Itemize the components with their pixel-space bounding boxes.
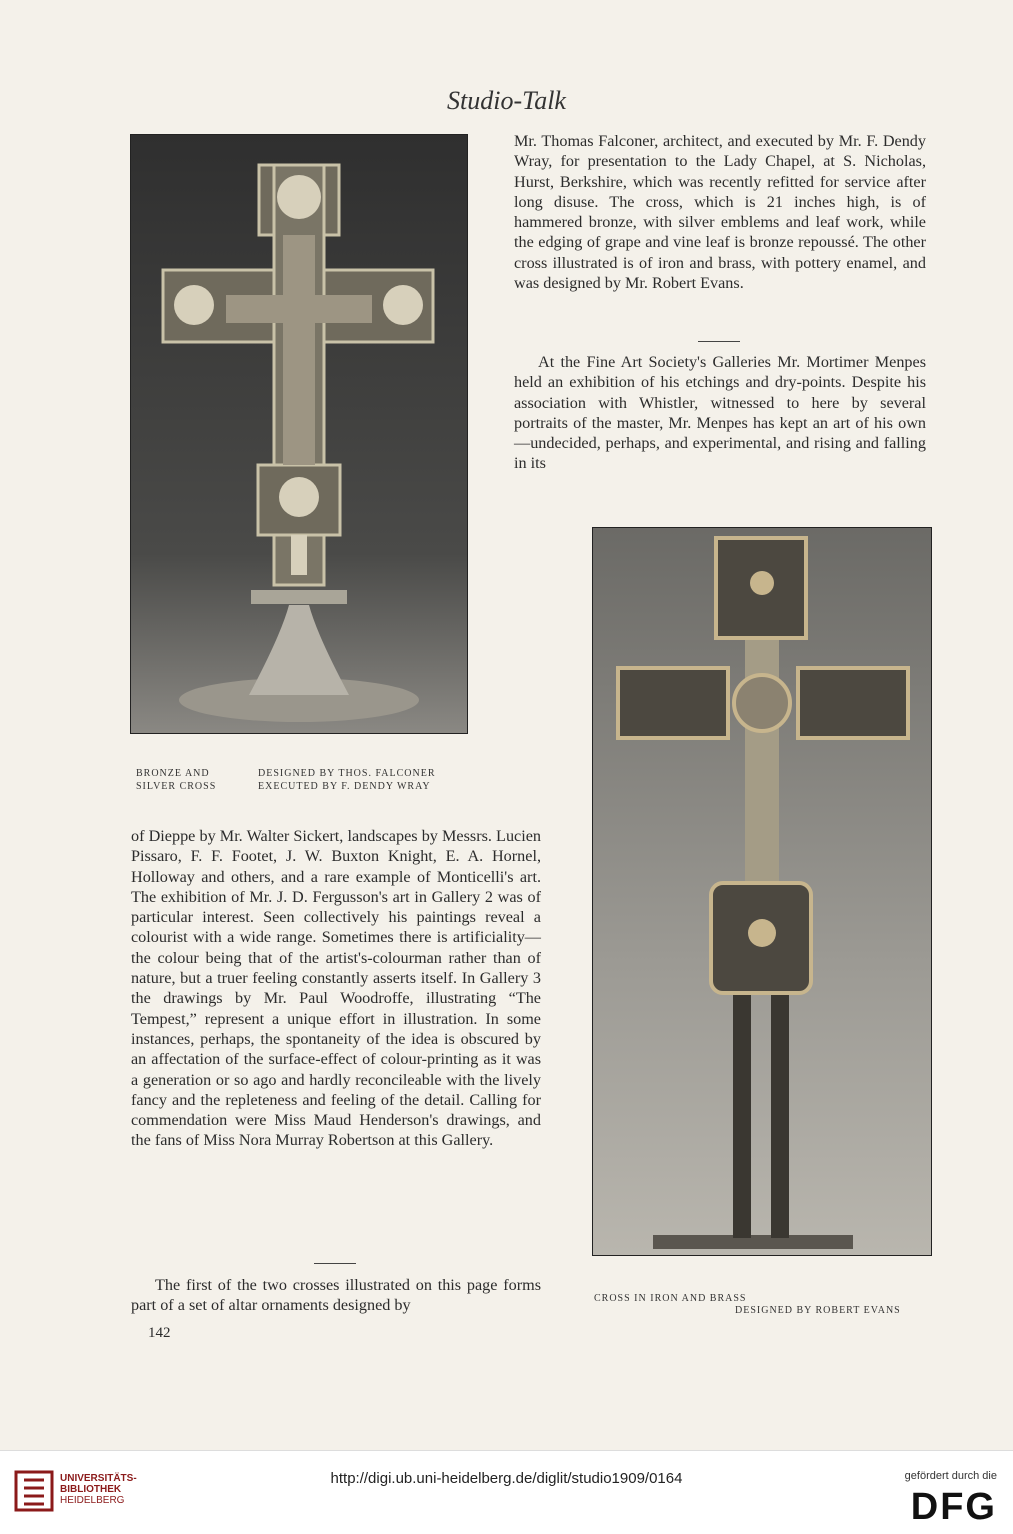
iron-cross-illustration (593, 528, 931, 1255)
iron-cross-photo (592, 527, 932, 1256)
iron-cross-caption-line1: CROSS IN IRON AND BRASS (594, 1293, 747, 1304)
right-paragraph-1: Mr. Thomas Falconer, architect, and executed by Mr. F. Dendy Wray, for presentation to the Lady Chapel, at S. Nicholas, Hurst, Berkshire, which was recently refitted for service after long disuse. The cross, which is 21 inches high, is of hammered bronze, with silver emblems and leaf work, while the edging of grape and vine leaf is bronze repoussé. The other cross illustrated is of iron and brass, with pottery enamel, and was designed by Mr. Robert Evans. (514, 132, 926, 293)
caption-line: BRONZE AND (136, 768, 210, 779)
left-paragraph-1: of Dieppe by Mr. Walter Sickert, landscapes by Messrs. Lucien Pissaro, F. F. Footet, J. W. Buxton Knight, E. A. Hornel, Holloway and others, and a rare example of Monticelli's art. The exhibition of Mr. J. D. Fergusson's art in Gallery 2 was of particular interest. Seen collectively his paintings reveal a colourist with a wide range. Sometimes there is artificiality—the colour being that of the artist's-colourman rather than of nature, but a truer feeling constantly asserts itself. In Gallery 3 the drawings by Mr. Paul Woodroffe, illustrating “The Tempest,” represent a unique effort in illustration. In some instances, perhaps, the spontaneity of the idea is obscured by an affectation of the surface-effect of colour-printing as it was a generation or so ago and hardly reconcileable with the lively fancy and the repleteness and feeling of the detail. Calling for commendation were Miss Maud Henderson's drawings, and the fans of Miss Nora Murray Robertson at this Gallery. (131, 827, 541, 1150)
library-name-line: HEIDELBERG (60, 1495, 125, 1506)
section-rule (698, 341, 740, 342)
caption-line: SILVER CROSS (136, 781, 217, 792)
left-column (131, 826, 541, 1151)
running-title: Studio-Talk (447, 86, 566, 115)
bronze-cross-photo (130, 134, 468, 734)
sponsor-text: gefördert durch die (904, 1470, 997, 1482)
bronze-cross-caption-right (258, 767, 436, 793)
bronze-cross-illustration (131, 135, 467, 733)
digitization-footer (0, 1450, 1013, 1534)
source-url-link[interactable]: http://digi.ub.uni-heidelberg.de/diglit/studio1909/0164 (330, 1470, 683, 1487)
iron-cross-caption-line2: DESIGNED BY ROBERT EVANS (735, 1305, 901, 1316)
bronze-cross-caption-left (136, 767, 216, 793)
left-column-continued (131, 1275, 541, 1316)
section-rule (314, 1263, 356, 1264)
library-name-line: UNIVERSITÄTS- (60, 1473, 137, 1484)
dfg-logo: DFG (910, 1486, 997, 1528)
caption-line: DESIGNED BY THOS. FALCONER (258, 768, 436, 779)
caption-line: EXECUTED BY F. DENDY WRAY (258, 781, 431, 792)
page-number: 142 (148, 1325, 171, 1341)
library-name-line: BIBLIOTHEK (60, 1484, 122, 1495)
left-paragraph-2: The first of the two crosses illustrated on this page forms part of a set of altar ornaments designed by (131, 1276, 541, 1315)
right-paragraph-2: At the Fine Art Society's Galleries Mr. Mortimer Menpes held an exhibition of his etchings and dry-points. Despite his association with Whistler, witnessed to here by several portraits of the master, Mr. Menpes has kept an art of his own—undecided, perhaps, and experimental, and rising and falling in its (514, 353, 926, 473)
right-column (514, 131, 926, 293)
right-column-continued (514, 352, 926, 474)
